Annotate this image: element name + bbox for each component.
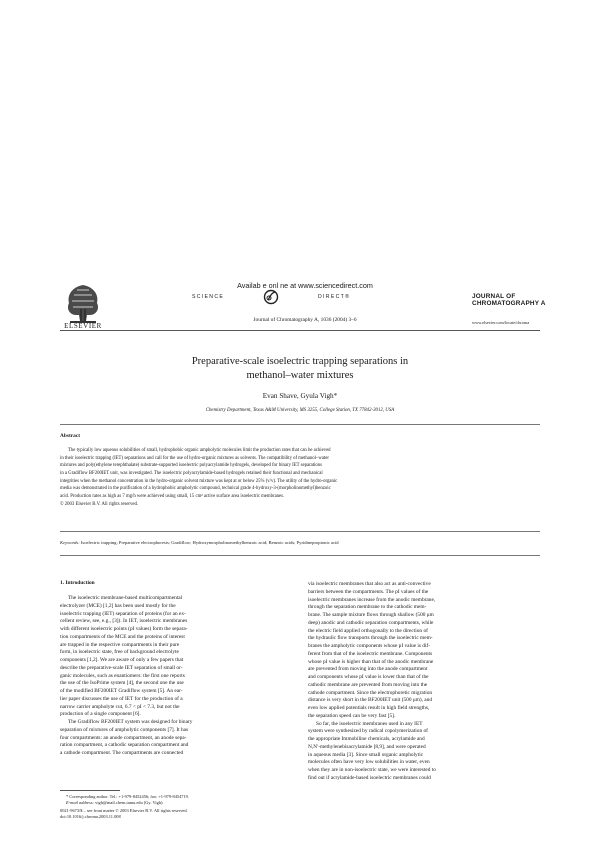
- divider: [60, 531, 540, 532]
- keywords-text: Isoelectric trapping; Preparative electrophoresis; Gradiflow; Hydroxymorpholinomethylbenzoic acid; Benzoic acids; Pyridinepropionic acid: [80, 540, 339, 545]
- right-column: [308, 581, 436, 783]
- paragraph-line: electrolyzer (MCE) [1,2] has been used mostly for the: [60, 602, 176, 609]
- keywords-label: Keywords:: [60, 540, 80, 545]
- paragraph-line: lier paper discusses the use of IET for the production of a: [60, 695, 183, 702]
- paragraph-line: the electric field applied orthogonally to the direction of: [308, 627, 428, 634]
- paragraph-line: of the modified BF200IET Gradiflow system [5]. An ear-: [60, 688, 183, 694]
- section-heading: 1. Introduction: [60, 580, 95, 586]
- paragraph-line: tion compartments of the MCE and the proteins of interest: [60, 633, 185, 640]
- journal-name-line1: JOURNAL OF: [472, 293, 516, 300]
- paragraph-line: and components whose pI value is lower than that of the: [308, 674, 429, 680]
- paragraph-line: through the separation membrane to the cathodic mem-: [308, 604, 427, 611]
- paragraph-line: in aqueous media [3]. Since small organic ampholytic: [308, 751, 424, 758]
- paragraph-line: production of a single component [6].: [60, 711, 141, 718]
- paragraph-line: components [1,2]. We are aware of only a few papers that: [60, 657, 184, 663]
- paragraph-line: molecules often have very low solubilities in water, even: [308, 759, 430, 766]
- paragraph-line: the appropriate Immobiline chemicals, acrylamide and: [308, 736, 425, 742]
- email-label: E-mail address:: [66, 800, 95, 806]
- copyright-line: © 2003 Elsevier B.V. All rights reserved.: [60, 501, 139, 507]
- paragraph-line: whose pI value is higher than that of the anodic membrane: [308, 658, 434, 665]
- elsevier-tree-logo: [62, 281, 104, 327]
- paragraph-line: are prevented from moving into the anode compartment: [308, 666, 428, 673]
- abstract-line: in a Gradiflow BF200IET unit, was investigated. The isoelectric polyacrylamide-based hydrogels retained their functional and mechanical: [60, 470, 323, 476]
- journal-url[interactable]: www.elsevier.com/locate/chroma: [472, 320, 530, 325]
- journal-name-line2: CHROMATOGRAPHY A: [472, 300, 546, 307]
- footnote: [60, 794, 189, 807]
- email-address[interactable]: vigh@mail.chem.tamu.edu (Gy. Vigh).: [95, 800, 164, 806]
- paragraph-line: ration compartment, a cathodic separation compartment and: [60, 742, 189, 749]
- title-line-1: Preparative-scale isoelectric trapping separations in: [191, 356, 409, 367]
- sciencedirect-logo-left: SCIENCE: [192, 294, 225, 300]
- footnote-line: * Corresponding author. Tel.: +1-979-8452456; fax: +1-979-8454719.: [66, 794, 189, 799]
- paragraph-line: separation of mixtures of ampholytic components [7]. It has: [60, 726, 189, 733]
- author-list: Evan Shave, Gyula Vigh*: [262, 392, 338, 400]
- issn-line: 0021-9673/$ – see front matter © 2003 Elsevier B.V. All rights reserved.: [60, 808, 188, 813]
- header-divider: [60, 330, 540, 331]
- paragraph-line: find out if acrylamide-based isoelectric membranes could: [308, 774, 431, 781]
- footnote-email: [60, 800, 189, 806]
- footnote-divider: [60, 790, 120, 791]
- abstract-body: [60, 447, 540, 508]
- paragraph-line: isoelectric membranes increase from the anodic membrane,: [308, 596, 436, 603]
- abstract-line: acid. Production rates as high as 7 mg/h were achieved using small, 15 cm² active surface area isoelectric membranes.: [60, 493, 285, 499]
- paragraph-line: four compartments: an anode compartment, an anode sepa-: [60, 734, 187, 741]
- paragraph-line: describe the preparative-scale IET separation of small or-: [60, 664, 183, 671]
- abstract-line: in their isoelectric trapping (IET) separations and call for the use of hydro-organic mixtures as solvents. The compatibility of methanol–water: [60, 455, 329, 461]
- paragraph-line: brane. The sample mixture flows through shallow (500 μm: [308, 612, 434, 618]
- sciencedirect-logo-right: DIRECT®: [318, 294, 351, 300]
- sciencedirect-icon: [262, 289, 280, 305]
- paragraph-line: cathode compartment. Since the electrophoretic migration: [308, 689, 433, 696]
- paragraph-line: The isoelectric membrane-based multicompartmental: [68, 595, 183, 601]
- paragraph-line: with different isoelectric points (pI values) form the separa-: [60, 626, 188, 632]
- paragraph-line: the separation speed can be very fast [5].: [308, 712, 396, 719]
- keywords: [60, 540, 339, 545]
- paragraph-line: via isoelectric membranes that also act as anti-convective: [308, 581, 431, 587]
- paragraph-line: ferent from that of the isoelectric membrane. Components: [308, 650, 433, 657]
- abstract-line: integrities when the methanol concentration in the hydro-organic solvent mixture was kept at or below 25% (v/v). The utility of the hydro-organic: [60, 478, 338, 484]
- doi-line[interactable]: doi:10.1016/j.chroma.2003.11.008: [60, 814, 121, 820]
- publication-info: [60, 808, 188, 821]
- abstract-line: mixtures and poly(ethylene terephthalate) substrate-supported isoelectric polyacrylamide hydrogels, developed for binary IET separations: [60, 463, 322, 469]
- paragraph-line: deep) anodic and cathodic separation compartments, while: [308, 619, 434, 626]
- paragraph-line: the use of the IsoPrime system [4], the second one the use: [60, 680, 184, 687]
- paragraph-line: a cathode compartment. The compartments are connected: [60, 750, 184, 756]
- paragraph-line: are trapped in the respective compartments in their pure: [60, 641, 180, 648]
- availability-line[interactable]: Availab e onl ne at www.sciencedirect.com: [237, 281, 373, 290]
- paragraph-line: form, in isoelectric state, free of background electrolyte: [60, 649, 179, 656]
- left-column: [60, 595, 192, 758]
- abstract-line: media was demonstrated in the purification of a hydrophobic ampholytic compound, technical grade 4-hydroxy-3-(morpholinomethyl)benzoic: [60, 486, 331, 492]
- paragraph-line: isoelectric trapping (IET) separation of proteins (for an ex-: [60, 610, 186, 617]
- paragraph-line: the hydraulic flow transports through the isoelectric mem-: [308, 635, 433, 642]
- abstract-line: The typically low aqueous solubilities of small, hydrophobic organic ampholytic molecules limit the production rates that can be achieved: [68, 448, 331, 453]
- affiliation: Chemistry Department, Texas A&M University, MS 3255, College Station, TX 77842-3012, USA: [205, 408, 395, 413]
- paragraph-line: N,N′-methylenebisacrylamide [8,9], and were operated: [308, 743, 426, 750]
- paragraph-line: when they are in non-isoelectric state, we were interested to: [308, 767, 436, 773]
- paragraph-line: branes the ampholytic components whose pI value is dif-: [308, 643, 430, 649]
- article-title: [120, 355, 480, 383]
- title-line-2: methanol–water mixtures: [246, 370, 354, 381]
- paragraph-line: distance is very short in the BF200IET unit (500 μm), and: [308, 697, 433, 704]
- divider: [60, 424, 540, 425]
- paragraph-line: So far, the isoelectric membranes used in any IET: [316, 720, 423, 727]
- paragraph-line: even low applied potentials result in high field strengths,: [308, 705, 430, 711]
- divider: [60, 555, 540, 556]
- paragraph-line: cathodic membrane are prevented from moving into the: [308, 681, 428, 688]
- paragraph-line: barriers between the compartments. The pI values of the: [308, 588, 429, 595]
- paragraph-line: cellent review, see, e.g., [3]). In IET, isoelectric membranes: [60, 618, 188, 625]
- abstract-heading: Abstract: [60, 433, 81, 439]
- paragraph-line: The Gradiflow BF200IET system was designed for binary: [68, 719, 193, 725]
- publisher-name: ELSEVIER: [64, 322, 102, 330]
- paragraph-line: system were synthesized by radical copolymerization of: [308, 728, 428, 735]
- journal-citation: Journal of Chromatography A, 1036 (2004) 3–6: [253, 317, 357, 323]
- paragraph-line: narrow carrier ampholyte cut, 6.7 < pI < 7.3, but not the: [60, 703, 180, 710]
- paragraph-line: ganic molecules, such as enantiomers: the first one reports: [60, 672, 185, 679]
- journal-name: [472, 293, 546, 307]
